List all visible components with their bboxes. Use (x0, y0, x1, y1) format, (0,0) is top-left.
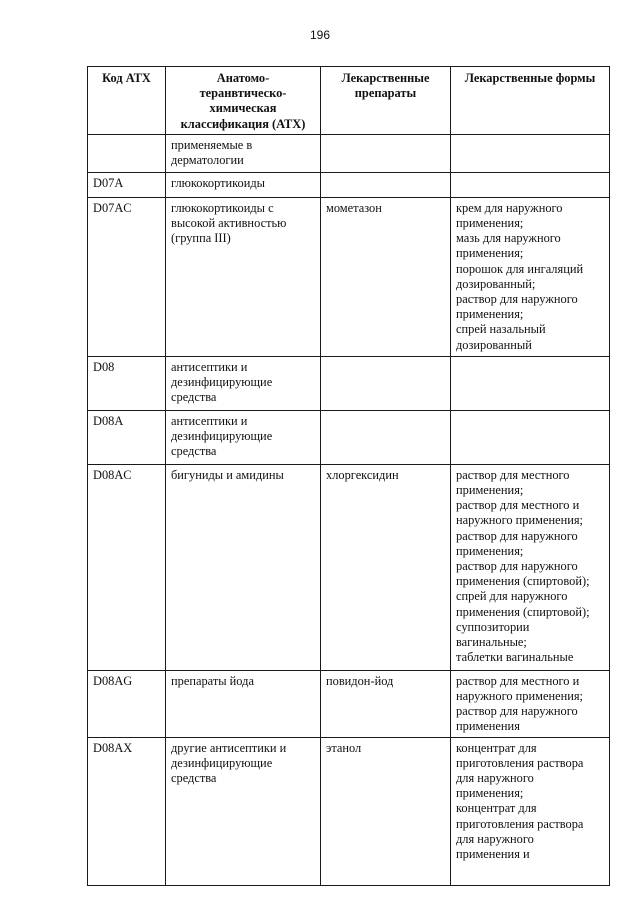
table-row (88, 172, 610, 197)
cell-classification: бигуниды и амидины (166, 464, 321, 670)
cell-code: D07AC (88, 197, 166, 356)
atx-drug-table (87, 66, 610, 886)
cell-code (88, 134, 166, 172)
cell-classification: применяемые в дерматологии (166, 134, 321, 172)
header-atx-classification: Анатомо- теранвтическо- химическая классификация (АТХ) (166, 67, 321, 135)
cell-classification: антисептики и дезинфицирующие средства (166, 410, 321, 464)
cell-code: D08AG (88, 670, 166, 737)
cell-drug (321, 356, 451, 410)
cell-classification: антисептики и дезинфицирующие средства (166, 356, 321, 410)
cell-drug: хлоргексидин (321, 464, 451, 670)
cell-code: D07A (88, 172, 166, 197)
cell-classification: глюкокортикоиды (166, 172, 321, 197)
cell-classification: препараты йода (166, 670, 321, 737)
header-dosage-forms: Лекарственные формы (451, 67, 610, 135)
table-row (88, 464, 610, 670)
cell-code: D08AC (88, 464, 166, 670)
cell-forms: раствор для местного применения; раствор для местного и наружного применения; раствор для наружного применения; раствор для наружного применения (спиртовой); спрей для наружного применения (спиртовой); суппозитории вагинальные; таблетки вагинальные (451, 464, 610, 670)
cell-drug: мометазон (321, 197, 451, 356)
table-row (88, 356, 610, 410)
table-row (88, 737, 610, 885)
table-row (88, 410, 610, 464)
table-row (88, 197, 610, 356)
page-number: 196 (309, 28, 331, 42)
cell-forms (451, 172, 610, 197)
cell-forms: крем для наружного применения; мазь для наружного применения; порошок для ингаляций дозированный; раствор для наружного применения; спрей назальный дозированный (451, 197, 610, 356)
cell-forms (451, 134, 610, 172)
cell-drug (321, 172, 451, 197)
cell-forms (451, 356, 610, 410)
cell-code: D08A (88, 410, 166, 464)
cell-drug (321, 134, 451, 172)
table-row (88, 134, 610, 172)
cell-forms: концентрат для приготовления раствора для наружного применения; концентрат для приготовления раствора для наружного применения и (451, 737, 610, 885)
cell-drug: повидон-йод (321, 670, 451, 737)
cell-code: D08 (88, 356, 166, 410)
cell-drug (321, 410, 451, 464)
table-row (88, 670, 610, 737)
cell-classification: другие антисептики и дезинфицирующие средства (166, 737, 321, 885)
cell-drug: этанол (321, 737, 451, 885)
header-drugs: Лекарственные препараты (321, 67, 451, 135)
cell-forms (451, 410, 610, 464)
header-atx-code: Код АТХ (88, 67, 166, 135)
cell-forms: раствор для местного и наружного применения; раствор для наружного применения (451, 670, 610, 737)
table-header-row (88, 67, 610, 135)
cell-classification: глюкокортикоиды с высокой активностью (группа III) (166, 197, 321, 356)
cell-code: D08AX (88, 737, 166, 885)
